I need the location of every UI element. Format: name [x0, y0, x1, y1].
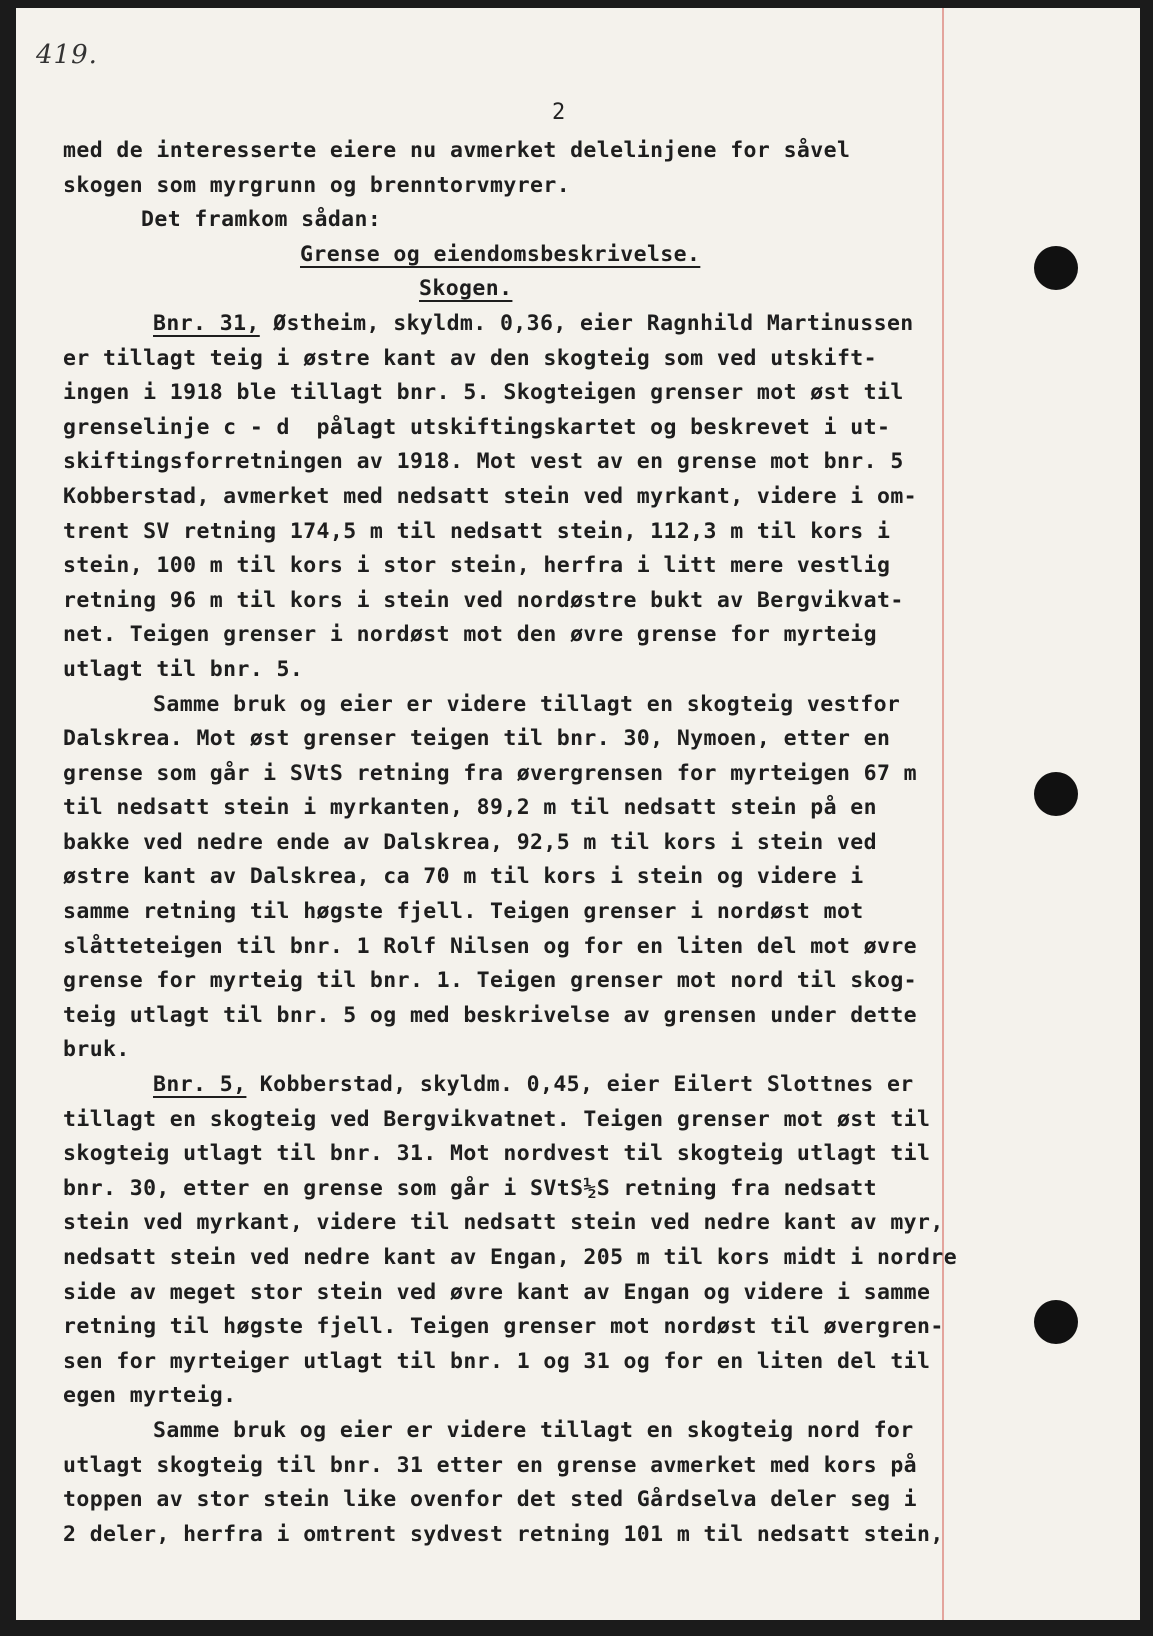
text-line: side av meget stor stein ved øvre kant av Engan og videre i samme	[63, 1279, 931, 1305]
folio-number: 419.	[36, 40, 98, 70]
text-line: trent SV retning 174,5 m til nedsatt stein, 112,3 m til kors i	[63, 518, 891, 544]
text-line: til nedsatt stein i myrkanten, 89,2 m til nedsatt stein på en	[63, 795, 877, 821]
text-line: Dalskrea. Mot øst grenser teigen til bnr. 30, Nymoen, etter en	[63, 726, 891, 752]
text-line: toppen av stor stein like ovenfor det sted Gårdselva deler seg i	[63, 1487, 918, 1513]
punch-hole	[1034, 772, 1078, 816]
text-line: Samme bruk og eier er videre tillagt en skogteig nord for	[153, 1417, 914, 1443]
text-line: stein ved myrkant, videre til nedsatt stein ved nedre kant av myr,	[63, 1210, 944, 1236]
text-line: skiftingsforretningen av 1918. Mot vest av en grense mot bnr. 5	[63, 449, 904, 475]
section-subheading: Skogen.	[419, 276, 513, 302]
text-line: stein, 100 m til kors i stor stein, herfra i litt mere vestlig	[63, 553, 891, 579]
text-line: grenselinje c - d pålagt utskiftingskartet og beskrevet i ut-	[63, 414, 891, 440]
text-line: slåtteteigen til bnr. 1 Rolf Nilsen og for en liten del mot øvre	[63, 933, 918, 959]
property-number: Bnr. 5,	[153, 1072, 247, 1098]
text-line: sen for myrteiger utlagt til bnr. 1 og 31 og for en liten del til	[63, 1348, 931, 1374]
text-line: retning til høgste fjell. Teigen grenser mot nordøst til øvergren-	[63, 1314, 944, 1340]
text-line: Bnr. 31, Østheim, skyldm. 0,36, eier Ragnhild Martinussen	[153, 310, 914, 336]
document-page	[16, 8, 1140, 1620]
text-line: er tillagt teig i østre kant av den skogteig som ved utskift-	[63, 345, 877, 371]
text-line: bakke ved nedre ende av Dalskrea, 92,5 m til kors i stein ved	[63, 829, 877, 855]
text-line: grense som går i SVtS retning fra øvergrensen for myrteigen 67 m	[63, 760, 918, 786]
text-line: Bnr. 5, Kobberstad, skyldm. 0,45, eier Eilert Slottnes er	[153, 1072, 914, 1098]
text-line: nedsatt stein ved nedre kant av Engan, 205 m til kors midt i nordre	[63, 1245, 958, 1270]
text-line: Kobberstad, avmerket med nedsatt stein ved myrkant, videre i om-	[63, 483, 918, 509]
text-line: Samme bruk og eier er videre tillagt en skogteig vestfor	[153, 691, 901, 717]
text-line: skogen som myrgrunn og brenntorvmyrer.	[63, 172, 571, 198]
text-line: samme retning til høgste fjell. Teigen grenser i nordøst mot	[63, 899, 864, 925]
page-number: 2	[552, 100, 566, 125]
text-line: med de interesserte eiere nu avmerket delelinjene for såvel	[63, 138, 851, 163]
text-line: tillagt en skogteig ved Bergvikvatnet. Teigen grenser mot øst til	[63, 1106, 931, 1132]
text-line: utlagt skogteig til bnr. 31 etter en grense avmerket med kors på	[63, 1452, 918, 1478]
text-line: ingen i 1918 ble tillagt bnr. 5. Skogteigen grenser mot øst til	[63, 380, 904, 406]
text-line: utlagt til bnr. 5.	[63, 656, 304, 682]
text-line: bnr. 30, etter en grense som går i SVtS½S retning fra nedsatt	[63, 1175, 877, 1201]
text-line: egen myrteig.	[63, 1383, 237, 1409]
text-line: Det framkom sådan:	[141, 207, 382, 233]
property-number: Bnr. 31,	[153, 310, 260, 336]
text-line: østre kant av Dalskrea, ca 70 m til kors i stein og videre i	[63, 864, 864, 890]
text-line: teig utlagt til bnr. 5 og med beskrivelse av grensen under dette	[63, 1002, 918, 1028]
document-body	[63, 134, 983, 1552]
punch-hole	[1034, 246, 1078, 290]
text-line: bruk.	[63, 1037, 130, 1063]
text-line: 2 deler, herfra i omtrent sydvest retning 101 m til nedsatt stein,	[63, 1521, 944, 1547]
text-line: skogteig utlagt til bnr. 31. Mot nordvest til skogteig utlagt til	[63, 1141, 931, 1167]
text-line: retning 96 m til kors i stein ved nordøstre bukt av Bergvikvat-	[63, 587, 904, 613]
text-line: net. Teigen grenser i nordøst mot den øvre grense for myrteig	[63, 622, 877, 648]
text-line: grense for myrteig til bnr. 1. Teigen grenser mot nord til skog-	[63, 968, 918, 994]
punch-hole	[1034, 1300, 1078, 1344]
section-heading: Grense og eiendomsbeskrivelse.	[300, 241, 701, 267]
